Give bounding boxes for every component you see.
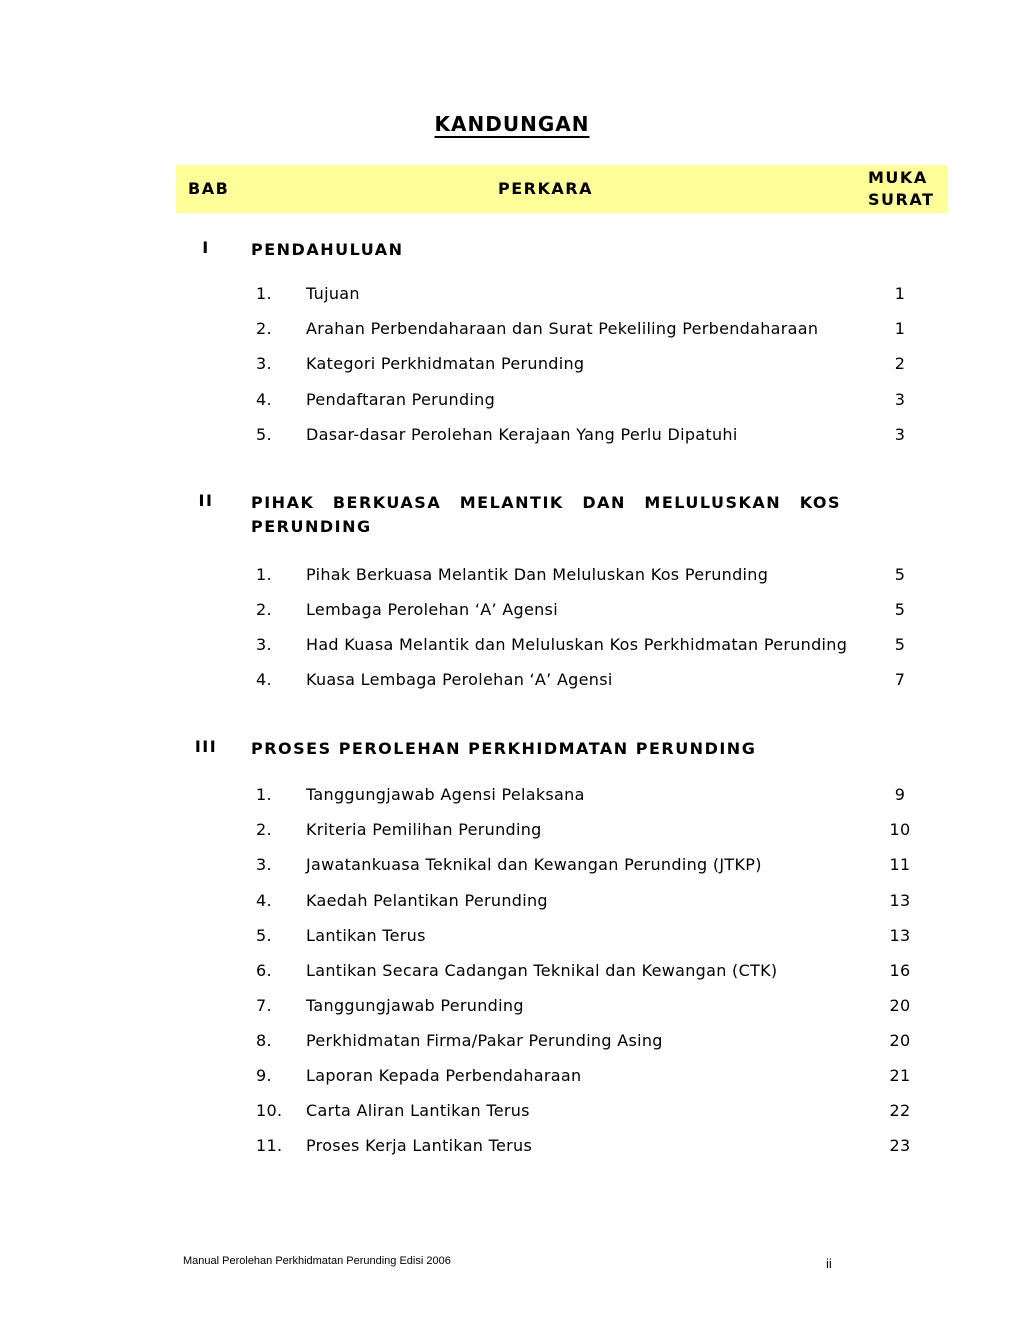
page-number: ii	[826, 1256, 832, 1271]
item-number: 3.	[256, 855, 272, 874]
item-page: 5	[894, 600, 906, 619]
item-page: 3	[894, 390, 906, 409]
header-muka: MUKA	[868, 168, 928, 187]
item-number: 5.	[256, 425, 272, 444]
item-page: 23	[889, 1136, 911, 1155]
item-page: 2	[894, 354, 906, 373]
chapter-title: PROSES PEROLEHAN PERKHIDMATAN PERUNDING	[251, 739, 757, 758]
toc-item	[0, 961, 1024, 987]
header-perkara: PERKARA	[498, 179, 593, 198]
item-number: 10.	[256, 1101, 283, 1120]
item-title: Kuasa Lembaga Perolehan ‘A’ Agensi	[306, 670, 613, 689]
toc-item	[0, 390, 1024, 416]
toc-item	[0, 425, 1024, 451]
item-title: Arahan Perbendaharaan dan Surat Pekeliling Perbendaharaan	[306, 319, 819, 338]
item-page: 11	[889, 855, 911, 874]
toc-item	[0, 820, 1024, 846]
item-number: 2.	[256, 319, 272, 338]
item-number: 1.	[256, 565, 272, 584]
item-number: 3.	[256, 354, 272, 373]
item-number: 7.	[256, 996, 272, 1015]
item-page: 7	[894, 670, 906, 689]
item-page: 5	[894, 565, 906, 584]
item-title: Jawatankuasa Teknikal dan Kewangan Perunding (JTKP)	[306, 855, 762, 874]
item-title: Perkhidmatan Firma/Pakar Perunding Asing	[306, 1031, 663, 1050]
item-title: Lembaga Perolehan ‘A’ Agensi	[306, 600, 558, 619]
header-muka-surat	[868, 167, 934, 211]
item-title: Kategori Perkhidmatan Perunding	[306, 354, 585, 373]
toc-item	[0, 565, 1024, 591]
item-number: 3.	[256, 635, 272, 654]
toc-item	[0, 1136, 1024, 1162]
item-title: Had Kuasa Melantik dan Meluluskan Kos Perkhidmatan Perunding	[306, 635, 848, 654]
header-surat: SURAT	[868, 190, 935, 209]
item-title: Kriteria Pemilihan Perunding	[306, 820, 542, 839]
toc-item	[0, 600, 1024, 626]
item-title: Lantikan Secara Cadangan Teknikal dan Kewangan (CTK)	[306, 961, 778, 980]
chapter-number: I	[202, 238, 210, 257]
item-title: Lantikan Terus	[306, 926, 426, 945]
item-page: 1	[894, 284, 906, 303]
toc-item	[0, 996, 1024, 1022]
item-number: 6.	[256, 961, 272, 980]
page-title: KANDUNGAN	[434, 112, 590, 136]
item-page: 16	[889, 961, 911, 980]
item-page: 10	[889, 820, 911, 839]
item-number: 9.	[256, 1066, 272, 1085]
toc-item	[0, 670, 1024, 696]
item-page: 5	[894, 635, 906, 654]
item-number: 2.	[256, 820, 272, 839]
item-title: Pihak Berkuasa Melantik Dan Meluluskan Kos Perunding	[306, 565, 769, 584]
item-page: 13	[889, 926, 911, 945]
item-page: 22	[889, 1101, 911, 1120]
item-page: 9	[894, 785, 906, 804]
toc-item	[0, 855, 1024, 881]
item-page: 13	[889, 891, 911, 910]
item-page: 3	[894, 425, 906, 444]
item-number: 4.	[256, 390, 272, 409]
chapter-number: III	[194, 737, 218, 756]
toc-item	[0, 926, 1024, 952]
item-number: 5.	[256, 926, 272, 945]
item-title: Kaedah Pelantikan Perunding	[306, 891, 548, 910]
item-page: 21	[889, 1066, 911, 1085]
item-number: 4.	[256, 891, 272, 910]
item-title: Proses Kerja Lantikan Terus	[306, 1136, 533, 1155]
item-number: 8.	[256, 1031, 272, 1050]
toc-item	[0, 1031, 1024, 1057]
header-bab: BAB	[188, 179, 230, 198]
item-title: Tujuan	[306, 284, 360, 303]
toc-item	[0, 785, 1024, 811]
toc-item	[0, 1101, 1024, 1127]
toc-item	[0, 354, 1024, 380]
toc-item	[0, 319, 1024, 345]
item-title: Dasar-dasar Perolehan Kerajaan Yang Perlu Dipatuhi	[306, 425, 738, 444]
item-title: Laporan Kepada Perbendaharaan	[306, 1066, 582, 1085]
item-number: 4.	[256, 670, 272, 689]
toc-item	[0, 891, 1024, 917]
toc-item	[0, 1066, 1024, 1092]
toc-item	[0, 284, 1024, 310]
item-title: Pendaftaran Perunding	[306, 390, 496, 409]
item-title: Tanggungjawab Agensi Pelaksana	[306, 785, 585, 804]
item-title: Tanggungjawab Perunding	[306, 996, 524, 1015]
item-page: 20	[889, 996, 911, 1015]
item-number: 1.	[256, 284, 272, 303]
chapter-number: II	[198, 491, 214, 510]
item-title: Carta Aliran Lantikan Terus	[306, 1101, 530, 1120]
table-header	[176, 165, 948, 213]
footer-text: Manual Perolehan Perkhidmatan Perunding Edisi 2006	[183, 1255, 451, 1267]
item-page: 1	[894, 319, 906, 338]
item-number: 1.	[256, 785, 272, 804]
chapter-title: PIHAK BERKUASA MELANTIK DAN MELULUSKAN KOS PERUNDING	[251, 493, 841, 536]
item-page: 20	[889, 1031, 911, 1050]
toc-item	[0, 635, 1024, 661]
item-number: 2.	[256, 600, 272, 619]
item-number: 11.	[256, 1136, 283, 1155]
chapter-title: PENDAHULUAN	[251, 240, 404, 259]
